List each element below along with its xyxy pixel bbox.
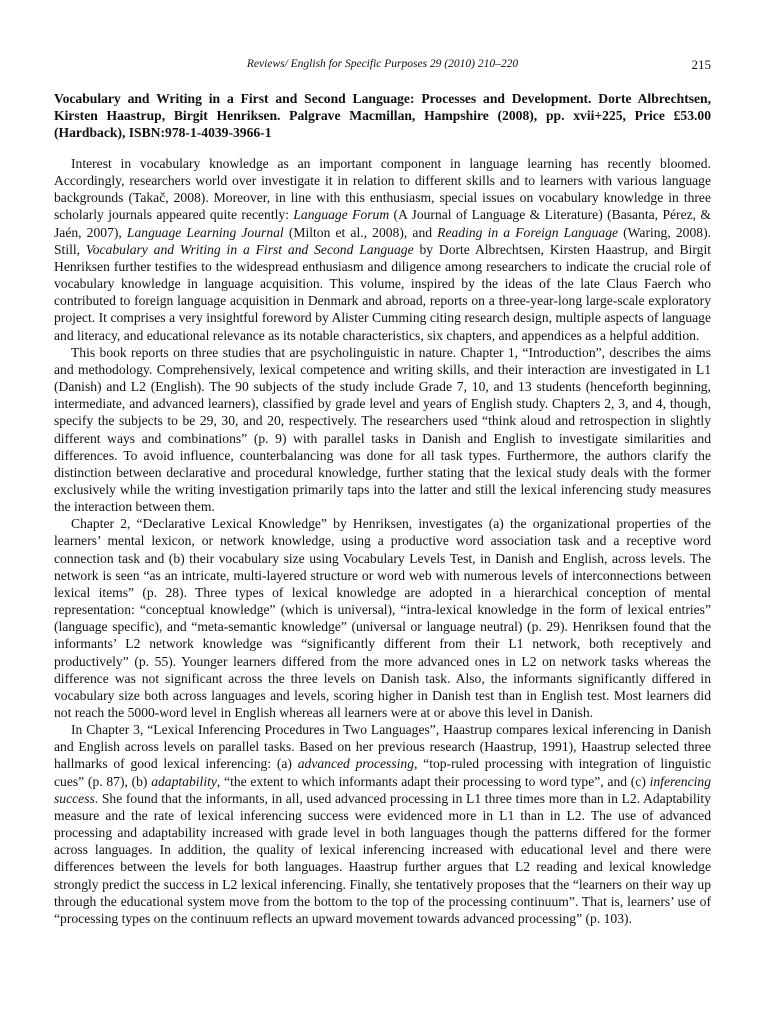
italic-title-run: adaptability bbox=[151, 773, 217, 789]
text-run: In Chapter 3, “Lexical Inferencing Procedures in Two Languages”, Haastrup compares lexical inferencing in Danish and English across levels on parallel tasks. Based on her previous research (Haastrup, 1991), Haastrup selected three hallmarks of good lexical inferencing: (a) bbox=[54, 722, 711, 772]
text-run: Interest in vocabulary knowledge as an important component in language learning has recently bloomed. Accordingly, researchers world over investigate it in relation to different skills and to learners with various language backgrounds (Takač, 2008). Moreover, in line with this enthusiasm, special issues on vocabulary knowledge in three scholarly journals appeared quite recently: bbox=[54, 156, 711, 223]
review-body bbox=[54, 155, 711, 927]
italic-title-run: Language Learning Journal bbox=[126, 224, 284, 240]
text-run: (Milton et al., 2008), and bbox=[283, 224, 438, 240]
italic-title-run: inferencing success bbox=[54, 773, 712, 806]
page-number: 215 bbox=[691, 57, 711, 72]
text-run: , “the extent to which informants adapt their processing to word type”, and (c) bbox=[216, 773, 650, 789]
running-head bbox=[54, 58, 711, 76]
paragraph-2 bbox=[54, 344, 711, 516]
journal-citation: Reviews/ English for Specific Purposes 29 (2010) 210–220 bbox=[246, 58, 519, 70]
paragraph-1 bbox=[54, 155, 711, 344]
text-run: . She found that the informants, in all, used advanced processing in L1 three times more than in L2. Adaptability measure and the rate of lexical inferencing success were evidenced more in L1 than in L2. The use of advanced processing and adaptability increased with grade level in both languages though the patterns differed for the former across languages. In addition, the quality of lexical inferencing increased with educational level and there were differences between the levels for both languages. Haastrup further argues that L2 reading and lexical knowledge strongly predict the success in L2 lexical inferencing. Finally, she tentatively proposes that the “learners on their way up through the educational system move from the bottom to the top of the processing continuum”. That is, learners’ use of “processing types on the continuum reflects an upward movement towards advanced processing” (p. 103). bbox=[54, 790, 711, 926]
italic-title-run: Vocabulary and Writing in a First and Second Language bbox=[85, 241, 414, 257]
paragraph-3 bbox=[54, 515, 711, 721]
italic-title-run: Reading in a Foreign Language bbox=[437, 224, 619, 240]
text-run: , “top-ruled processing with integration of linguistic cues” (p. 87), (b) bbox=[54, 756, 711, 789]
text-run: (A Journal of Language & Literature) (Basanta, Pérez, & Jaén, 2007), bbox=[54, 207, 712, 240]
italic-title-run: advanced processing bbox=[297, 756, 414, 772]
paragraph-4 bbox=[54, 721, 711, 927]
text-run: Chapter 2, “Declarative Lexical Knowledge” by Henriksen, investigates (a) the organizational properties of the learners’ mental lexicon, or network knowledge, using a productive word association task and a receptive word connection task and (b) their vocabulary size using Vocabulary Levels Test, in Danish and English, across levels. The network is seen “as an intricate, multi-layered structure or word web with numerous levels of interconnections between lexical items” (p. 28). Three types of lexical knowledge are adopted in a hierarchical conception of mental representation: “conceptual knowledge” (which is universal), “intra-lexical knowledge in the form of lexical entries” (language specific), and “meta-semantic knowledge” (universal or language neutral) (p. 29). Henriksen found that the informants’ L2 network knowledge was “significantly different from their L1 network, both receptively and productively” (p. 55). Younger learners differed from the more advanced ones in L2 on network tasks whereas the difference was not significant across the three levels on Danish task. Also, the informants significantly differed in vocabulary size both across languages and levels, scoring higher in Danish test than in English test. Most learners did not reach the 5000-word level in English whereas all learners were at or above this level in Danish. bbox=[54, 516, 711, 720]
review-title: Vocabulary and Writing in a First and Second Language: Processes and Development. Dorte Albrechtsen, Kirsten Haastrup, Birgit Henriksen. Palgrave Macmillan, Hampshire (2008), pp. xvii+225, Price £53.00 (Hardback), ISBN:978-1-4039-3966-1 bbox=[54, 91, 711, 140]
text-run: (Waring, 2008). Still, bbox=[54, 224, 711, 257]
text-run: by Dorte Albrechtsen, Kirsten Haastrup, and Birgit Henriksen further testifies to the widespread enthusiasm and diligence among researchers to indicate the crucial role of vocabulary knowledge in language acquisition. This volume, inspired by the ideas of the late Claus Faerch who contributed to foreign language acquisition in Denmark and abroad, reports on a three-year-long large-scale exploratory project. It comprises a very insightful foreword by Alister Cumming citing research design, multiple aspects of language and literacy, and educational relevance as its notable characteristics, six chapters, and appendices as a helpful addition. bbox=[54, 241, 711, 343]
text-run: This book reports on three studies that are psycholinguistic in nature. Chapter 1, “Introduction”, describes the aims and methodology. Comprehensively, lexical competence and writing skills, and their interaction are investigated in L1 (Danish) and L2 (English). The 90 subjects of the study include Grade 7, 10, and 13 students (henceforth beginning, intermediate, and advanced learners), classified by grade level and years of English study. Chapters 2, 3, and 4, though, specify the subjects to be 29, 30, and 20, respectively. The researchers used “think aloud and retrospection in slightly different ways and combinations” (p. 9) with parallel tasks in Danish and English to investigate similarities and differences. To avoid influence, counterbalancing was done for all task types. Furthermore, the authors clarify the distinction between declarative and procedural knowledge, further stating that the lexical study deals with the former exclusively while the writing investigation primarily taps into the latter and still the lexical inferencing study measures the interaction between them. bbox=[54, 344, 711, 515]
italic-title-run: Language Forum bbox=[293, 207, 390, 223]
